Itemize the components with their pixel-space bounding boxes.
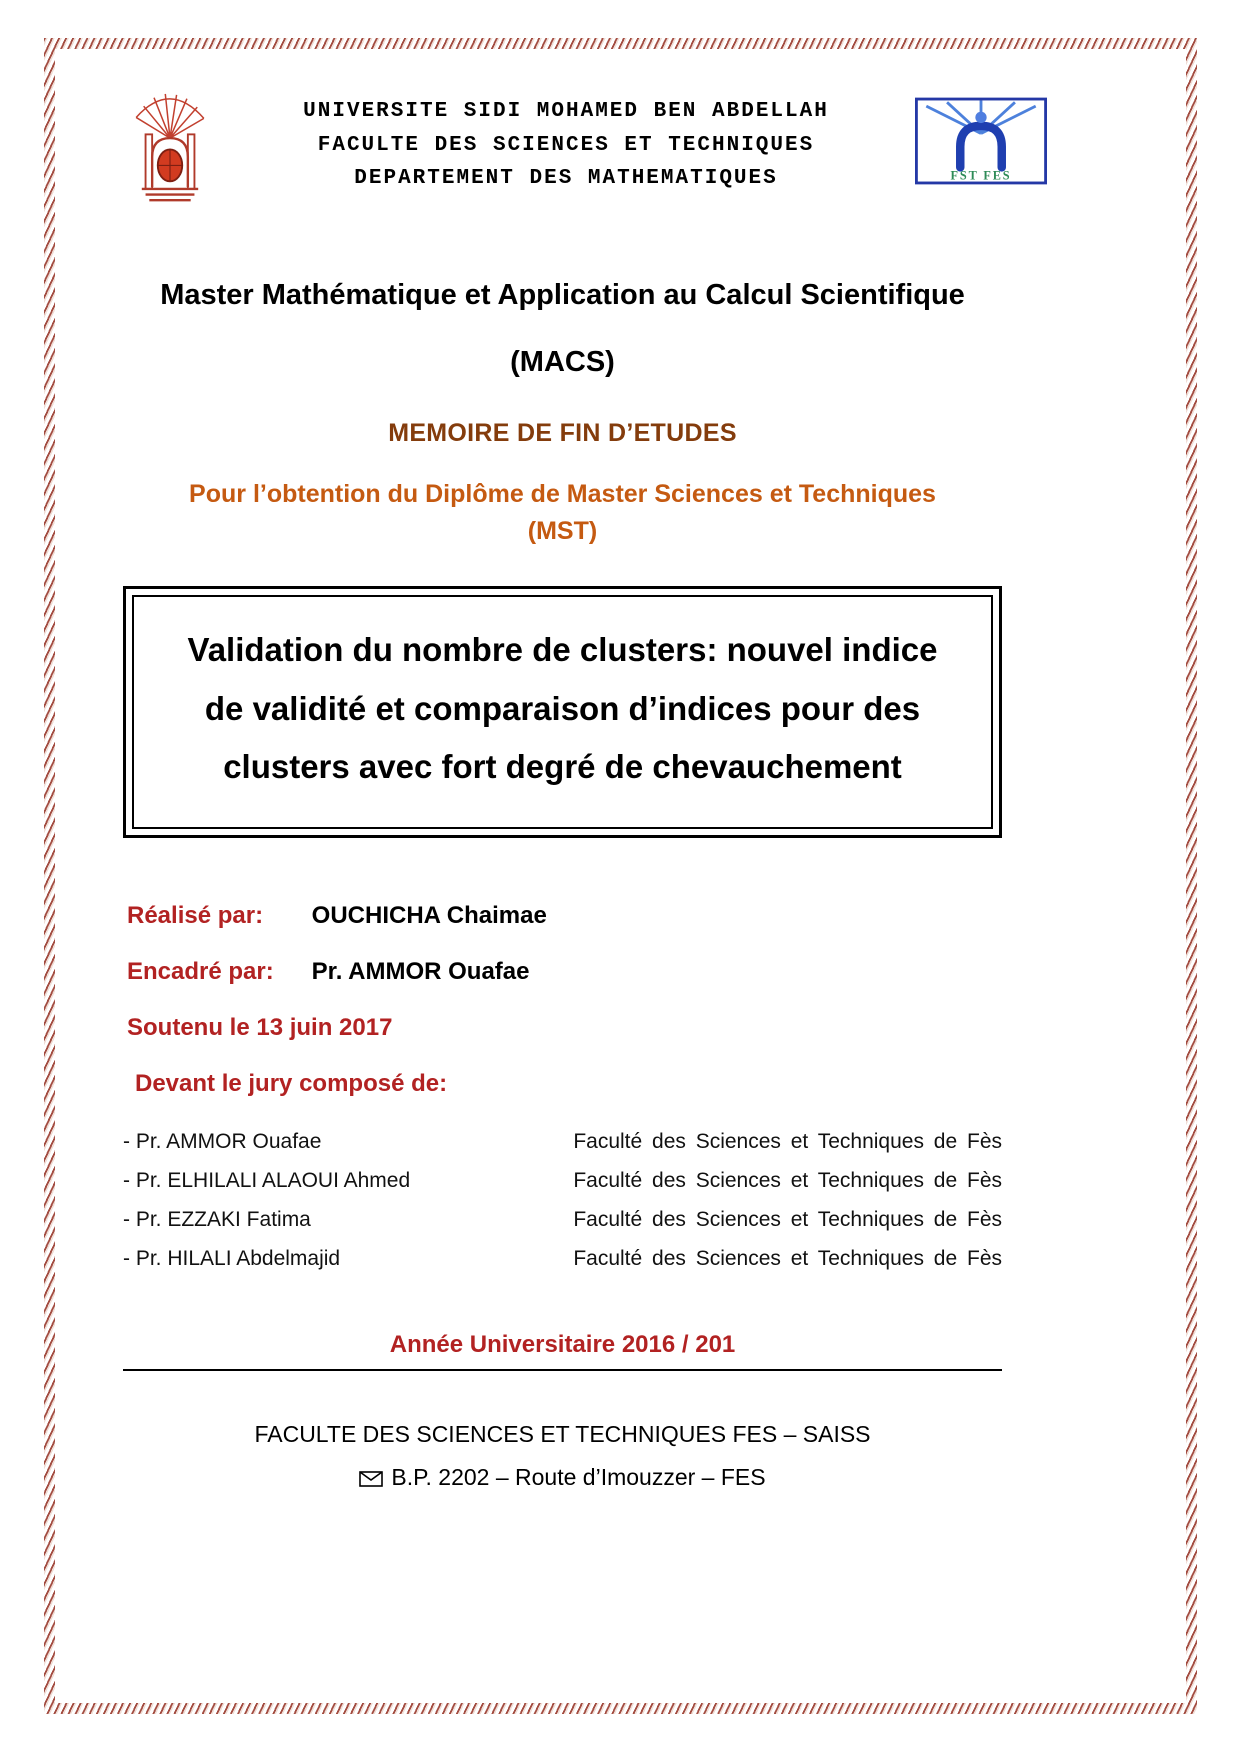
jury-member-affiliation: Faculté des Sciences et Techniques de Fès (573, 1208, 1002, 1232)
supervisor-name: Pr. AMMOR Ouafae (311, 958, 530, 986)
university-name: UNIVERSITE SIDI MOHAMED BEN ABDELLAH (303, 100, 829, 123)
author-name: OUCHICHA Chaimae (311, 902, 547, 930)
thesis-title-line2: de validité et comparaison d’indices pour des (204, 689, 921, 727)
encadre-row (127, 958, 1002, 986)
jury-member-name: - Pr. AMMOR Ouafae (123, 1130, 322, 1154)
defense-date: Soutenu le 13 juin 2017 (127, 1014, 393, 1042)
thesis-title-box (123, 586, 1002, 838)
jury-row (123, 1130, 1002, 1154)
jury-member-affiliation: Faculté des Sciences et Techniques de Fès (573, 1247, 1002, 1271)
jury-list (123, 1130, 1002, 1271)
university-emblem-logo (123, 89, 217, 207)
footer-address: B.P. 2202 – Route d’Imouzzer – FES (391, 1464, 766, 1491)
thesis-title-line3: clusters avec fort degré de chevauchement (223, 748, 902, 786)
jury-member-affiliation: Faculté des Sciences et Techniques de Fès (573, 1169, 1002, 1193)
diploma-line: Pour l’obtention du Diplôme de Master Sciences et Techniques (189, 480, 936, 508)
jury-member-name: - Pr. HILALI Abdelmajid (123, 1247, 341, 1271)
fst-fes-logo (915, 97, 1047, 185)
footer-faculty-line: FACULTE DES SCIENCES ET TECHNIQUES FES – SAISS (254, 1421, 871, 1448)
mst-acronym: (MST) (527, 517, 598, 545)
jury-row (123, 1247, 1002, 1271)
realise-row (127, 902, 1002, 930)
jury-member-name: - Pr. EZZAKI Fatima (123, 1208, 311, 1232)
jury-row (123, 1208, 1002, 1232)
details-section (123, 902, 1002, 1098)
realise-label: Réalisé par: (127, 902, 264, 930)
master-program-title: Master Mathématique et Application au Calcul Scientifique (160, 279, 965, 311)
header (123, 89, 1047, 207)
jury-heading: Devant le jury composé de: (135, 1070, 448, 1098)
jury-row (123, 1169, 1002, 1193)
program-acronym: (MACS) (510, 346, 615, 378)
encadre-label: Encadré par: (127, 958, 274, 986)
thesis-title-line1: Validation du nombre de clusters: nouvel indice (187, 631, 938, 668)
faculty-name: FACULTE DES SCIENCES ET TECHNIQUES (317, 133, 815, 157)
memoire-heading: MEMOIRE DE FIN D’ETUDES (388, 419, 737, 447)
department-name: DEPARTEMENT DES MATHEMATIQUES (354, 167, 778, 191)
page-content (55, 49, 1186, 1703)
decorative-page-border (44, 38, 1197, 1714)
institution-header (303, 95, 829, 196)
jury-member-name: - Pr. ELHILALI ALAOUI Ahmed (123, 1169, 411, 1193)
footer-divider (123, 1369, 1002, 1371)
academic-year: Année Universitaire 2016 / 201 (389, 1331, 736, 1359)
jury-member-affiliation: Faculté des Sciences et Techniques de Fès (573, 1130, 1002, 1154)
thesis-title (132, 595, 993, 829)
envelope-icon (359, 1471, 383, 1487)
fst-fes-logo-label: FST FES (950, 168, 1012, 183)
footer-address-line (123, 1464, 1002, 1491)
